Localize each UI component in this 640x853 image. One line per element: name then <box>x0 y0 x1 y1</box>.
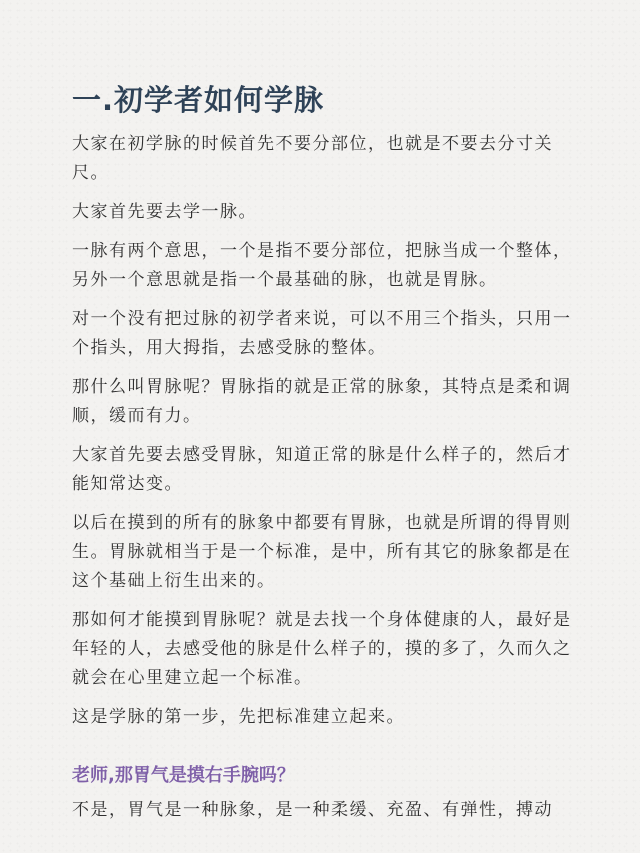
paragraph-7: 以后在摸到的所有的脉象中都要有胃脉，也就是所谓的得胃则生。胃脉就相当于是一个标准，是中，所有其它的脉象都是在这个基础上衍生出来的。 <box>72 513 572 591</box>
paragraph-9: 这是学脉的第一步，先把标准建立起来。 <box>72 707 405 727</box>
paragraph-5: 那什么叫胃脉呢？胃脉指的就是正常的脉象，其特点是柔和调顺，缓而有力。 <box>72 377 572 426</box>
paragraph-8: 那如何才能摸到胃脉呢？就是去找一个身体健康的人，最好是年轻的人，去感受他的脉是什么样子的，摸的多了，久而久之就会在心里建立起一个标准。 <box>72 610 572 688</box>
paragraph-4: 对一个没有把过脉的初学者来说，可以不用三个指头，只用一个指头，用大拇指，去感受脉的整体。 <box>72 309 572 358</box>
paragraph-2: 大家首先要去学一脉。 <box>72 202 257 222</box>
paragraph-1: 大家在初学脉的时候首先不要分部位，也就是不要去分寸关尺。 <box>72 134 553 183</box>
question-subheading: 老师,那胃气是摸右手腕吗？ <box>72 765 295 786</box>
article-title: 一.初学者如何学脉 <box>72 83 325 117</box>
answer-paragraph: 不是，胃气是一种脉象，是一种柔缓、充盈、有弹性，搏动 <box>72 800 553 820</box>
paragraph-6: 大家首先要去感受胃脉，知道正常的脉是什么样子的，然后才能知常达变。 <box>72 445 572 494</box>
article <box>72 82 582 835</box>
paragraph-3: 一脉有两个意思，一个是指不要分部位，把脉当成一个整体，另外一个意思就是指一个最基础的脉，也就是胃脉。 <box>72 241 572 290</box>
